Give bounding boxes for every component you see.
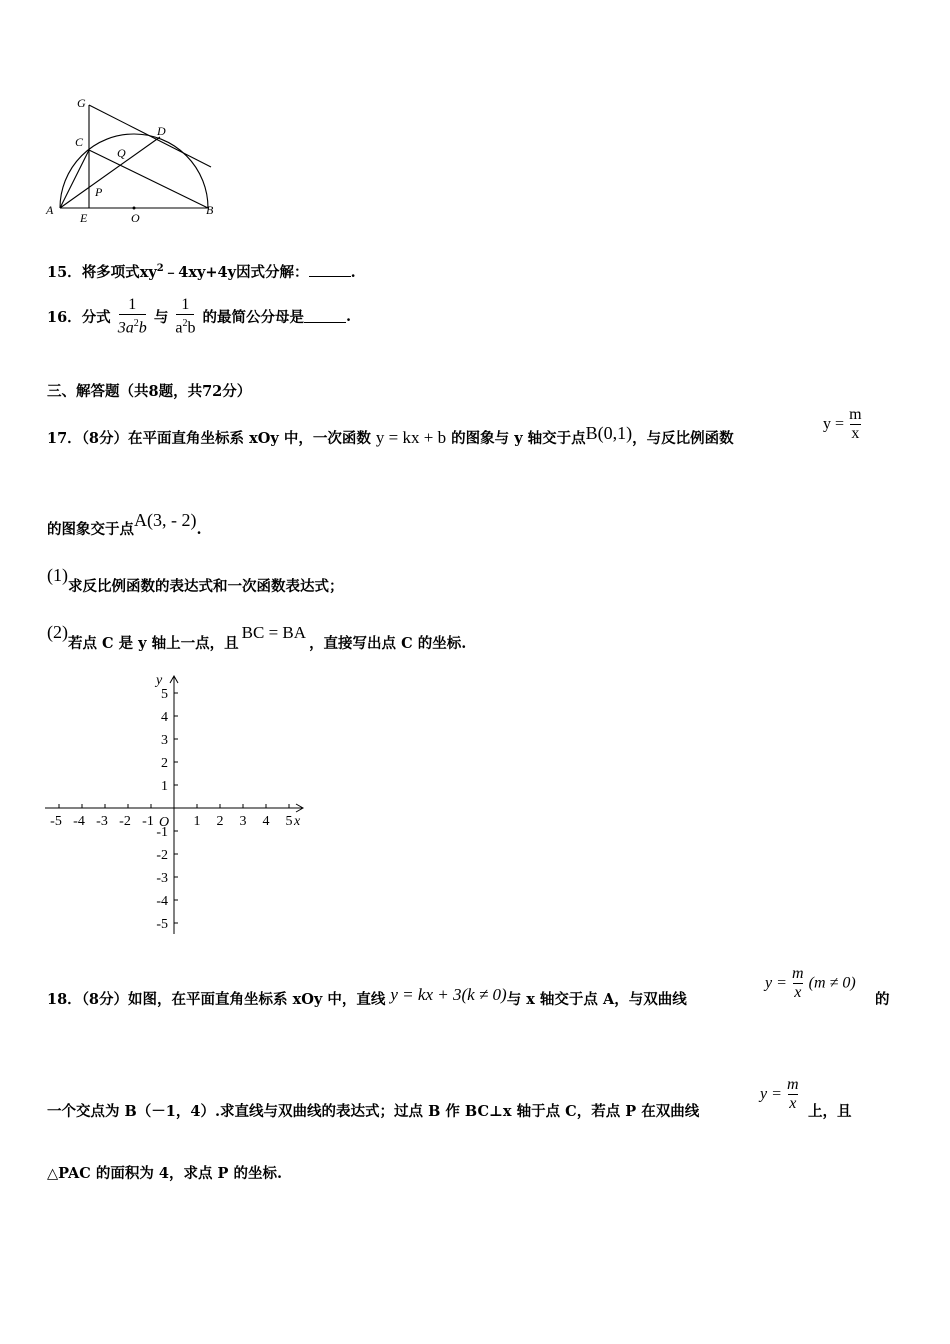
- x-tick-label: 3: [239, 814, 247, 829]
- q16-frac2-den-a: a: [175, 319, 183, 337]
- q18-line2-y-eq: y =: [760, 1085, 782, 1103]
- center-dot-O: [133, 207, 136, 210]
- x-tick-label: 2: [216, 814, 224, 829]
- q16-answer-blank[interactable]: [304, 310, 346, 323]
- q15-text-after: 因式分解：: [236, 264, 309, 281]
- q17-part2-label: (2): [47, 622, 68, 642]
- y-tick-label: -4: [156, 894, 168, 909]
- x-tick-label: -2: [119, 814, 131, 829]
- tangent-line-GD: [89, 105, 211, 167]
- y-tick-label: 2: [161, 756, 168, 771]
- y-tick-label: 4: [161, 710, 168, 725]
- q15-number: 15．: [47, 264, 82, 281]
- q17-y-eq: y =: [823, 415, 845, 433]
- q18-text-3: 的: [875, 991, 890, 1008]
- q15-expr-rest: ﹣4xy+4y: [163, 264, 237, 281]
- x-tick-label: -5: [50, 814, 62, 829]
- q17-part2-text-2: ，直接写出点 C 的坐标.: [309, 635, 467, 652]
- label-G: G: [77, 96, 86, 110]
- q16-text-after: 的最简公分母是: [202, 309, 305, 327]
- question-15: [47, 261, 356, 282]
- q18-line2-fraction: [787, 1076, 799, 1113]
- q15-answer-blank[interactable]: [309, 264, 351, 277]
- label-A: A: [46, 203, 54, 217]
- x-tick-label: 1: [193, 814, 201, 829]
- q17-line2-text: 的图象交于点: [47, 521, 134, 538]
- label-P: P: [95, 185, 103, 199]
- q17-point-B: B(0,1): [585, 423, 633, 443]
- q18-text-1: 如图，在平面直角坐标系 xOy 中，直线: [128, 991, 386, 1008]
- q16-fraction-1: [118, 296, 147, 337]
- question-18-line-2: [47, 1100, 699, 1121]
- q17-frac-numerator: m: [849, 406, 862, 423]
- q18-y-eq: y =: [765, 974, 787, 992]
- q17-text-1: 在平面直角坐标系 xOy 中，一次函数: [128, 430, 371, 447]
- chord-CB: [89, 150, 208, 208]
- q18-frac-numerator: m: [792, 965, 804, 982]
- q17-text-2: 的图象与 y 轴交于点: [451, 430, 586, 447]
- q18-line2-text-2: 上，且: [808, 1103, 852, 1120]
- q16-number: 16．: [47, 309, 82, 327]
- q18-number: 18．: [47, 991, 82, 1008]
- q17-number: 17．: [47, 430, 82, 447]
- q17-part1-text: 求反比例函数的表达式和一次函数表达式；: [68, 578, 344, 595]
- label-B: B: [206, 203, 214, 217]
- question-17-line-2: [47, 510, 202, 538]
- label-C: C: [75, 135, 84, 149]
- q17-text-3: ，与反比例函数: [632, 430, 734, 447]
- x-tick-label: 5: [285, 814, 293, 829]
- question-18-line-3: △PAC 的面积为 4，求点 P 的坐标.: [47, 1165, 283, 1182]
- x-tick-label: -4: [73, 814, 85, 829]
- q17-points: （8分）: [81, 430, 129, 447]
- y-tick-label: -2: [156, 848, 168, 863]
- y-tick-label: -1: [156, 825, 168, 840]
- q17-part2-equation: BC = BA: [241, 623, 307, 642]
- q17-part-1: [47, 565, 344, 595]
- question-16: [47, 296, 351, 337]
- geometry-figure: [40, 95, 230, 230]
- x-axis-label: x: [294, 814, 301, 829]
- label-Q: Q: [117, 146, 126, 160]
- q16-text-before: 分式: [81, 309, 111, 327]
- y-tick-label: 1: [161, 779, 168, 794]
- x-tick-label: -3: [96, 814, 108, 829]
- q18-frac-denominator: x: [794, 984, 802, 1001]
- q16-fraction-2: [175, 296, 195, 337]
- q16-frac1-den-sup: 2: [133, 318, 139, 329]
- q18-line2-frac-numerator: m: [787, 1076, 799, 1093]
- q15-expr-xy: xy: [139, 264, 157, 281]
- q18-text-2: 与 x 轴交于点 A，与双曲线: [506, 991, 687, 1008]
- q15-end: .: [350, 264, 356, 281]
- q15-text-before: 将多项式: [81, 264, 140, 281]
- q15-expr-sup: 2: [156, 263, 164, 275]
- q17-part1-label: (1): [47, 565, 68, 585]
- q18-hyperbola-condition: (m ≠ 0): [808, 974, 856, 992]
- q16-end: .: [346, 308, 352, 326]
- label-E: E: [80, 211, 88, 225]
- q17-line2-end: .: [196, 521, 202, 538]
- q16-frac2-den-sup: 2: [182, 318, 188, 329]
- y-tick-label: -3: [156, 871, 168, 886]
- y-tick-label: 5: [161, 687, 168, 702]
- section-3-title: 三、解答题（共8题，共72分）: [47, 383, 252, 400]
- q18-line-equation: y = kx + 3: [390, 985, 462, 1004]
- y-tick-label: -5: [156, 917, 168, 932]
- q16-frac1-numerator: 1: [128, 296, 137, 313]
- label-D: D: [157, 124, 166, 138]
- y-axis-label: y: [156, 673, 163, 688]
- question-18-line-1: [47, 985, 687, 1009]
- q18-hyperbola: [765, 965, 856, 1002]
- origin-label: O: [159, 815, 170, 830]
- q17-linear-equation: y = kx + b: [375, 428, 447, 447]
- q18-line2-text-1: 一个交点为 B（－1，4）.求直线与双曲线的表达式；过点 B 作 BC⊥x 轴于点 C，若点 P 在双曲线: [47, 1103, 700, 1120]
- q16-frac2-den-b: b: [187, 319, 196, 337]
- q17-point-A: A(3, - 2): [134, 510, 197, 530]
- q16-connector: 与: [153, 309, 169, 327]
- q16-frac1-den-a: 3a: [117, 319, 134, 337]
- label-O: O: [131, 211, 140, 225]
- coordinate-grid: [40, 672, 315, 942]
- q17-fraction: [849, 406, 861, 443]
- q17-inverse-function: [823, 406, 862, 443]
- x-tick-label: -1: [142, 814, 154, 829]
- q16-frac1-den-b: b: [138, 319, 147, 337]
- y-tick-label: 3: [161, 733, 168, 748]
- x-tick-label: 4: [262, 814, 270, 829]
- q17-frac-denominator: x: [851, 425, 860, 442]
- q18-line2-hyperbola: [760, 1076, 799, 1113]
- q18-fraction: [792, 965, 804, 1002]
- q17-part2-text-1: 若点 C 是 y 轴上一点，且: [68, 635, 239, 652]
- q18-line2-frac-denominator: x: [789, 1095, 797, 1112]
- chord-AC: [60, 150, 89, 208]
- q17-part-2: [47, 622, 467, 652]
- q18-points: （8分）: [81, 991, 129, 1008]
- q16-frac2-numerator: 1: [181, 296, 190, 313]
- q18-line-condition: (k ≠ 0): [461, 985, 507, 1004]
- question-17-line-1: [47, 423, 734, 448]
